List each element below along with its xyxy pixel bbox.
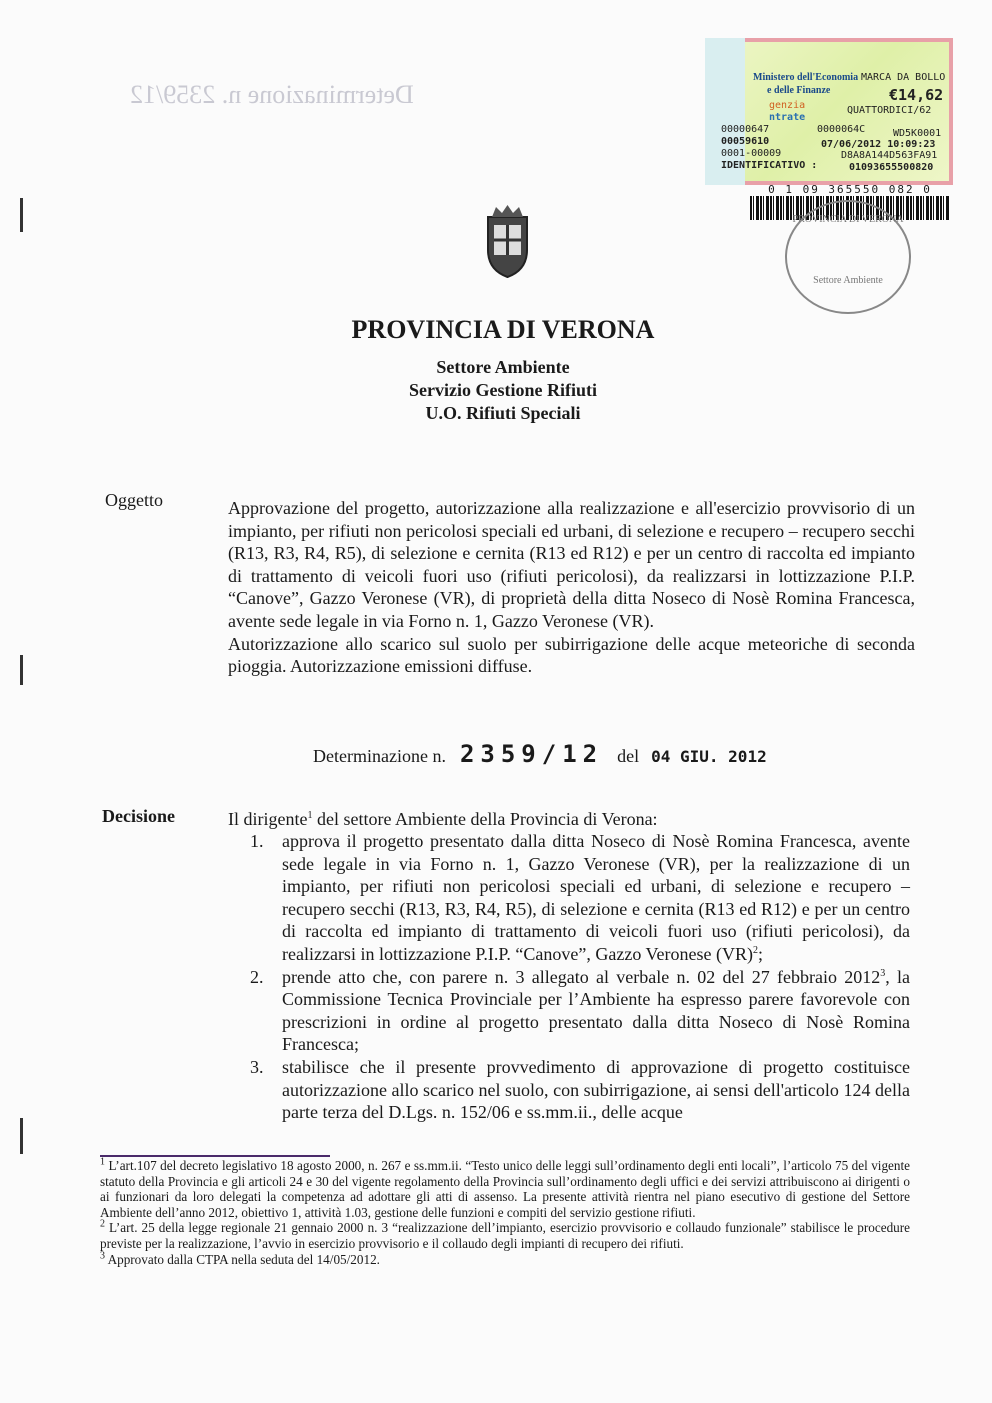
stamp-identifier-label: IDENTIFICATIVO : [721, 160, 818, 171]
stamp-amount: €14,62 [889, 86, 944, 104]
header-servizio: Servizio Gestione Rifiuti [409, 380, 597, 400]
item-number: 3. [250, 1056, 264, 1077]
stamp-amount-words: QUATTORDICI/62 [847, 105, 932, 116]
footnote [100, 1252, 910, 1268]
page-title: PROVINCIA DI VERONA [351, 315, 655, 344]
margin-mark [20, 1118, 23, 1154]
determinazione-del: del [617, 746, 640, 766]
footnote [100, 1220, 910, 1251]
margin-mark [20, 655, 23, 685]
official-seal [785, 200, 911, 314]
stamp-type: MARCA DA BOLLO [861, 72, 946, 83]
stamp-code: WD5K0001 [893, 128, 942, 139]
seal-text: PROVINCIA DI VERONA [792, 214, 904, 225]
stamp-datetime: 07/06/2012 10:09:23 [821, 139, 936, 150]
item-text: stabilisce che il presente provvedimento di approvazione di progetto costituisce autorizzazione allo scarico nel suolo, con subirrigazione, ai sensi dell'articolo 124 della parte terza del D.Lgs. n. 152/06 e ss.mm.ii., delle acque [282, 1056, 910, 1123]
stamp-agency2: ntrate [769, 112, 806, 123]
item-text-after: ; [758, 943, 764, 964]
stamp-agency: genzia [769, 100, 806, 111]
stamp-code: 0001-00009 [721, 148, 782, 159]
oggetto-paragraph-1: Approvazione del progetto, autorizzazione alla realizzazione e all'esercizio provvisorio di un impianto, per rifiuti non pericolosi speciali ed urbani, di selezione e recupero – recupero secchi (R13, R3, R4, R5), di selezione e cernita (R13 ed R12) e per un centro di raccolta ed impianto di trattamento di veicoli fuori uso (rifiuti pericolosi), da realizzarsi in lottizzazione P.I.P. “Canove”, Gazzo Veronese (VR), di proprietà della ditta Noseco di Nosè Romina Francesca, avente sede legale in via Forno n. 1, Gazzo Veronese (VR). [228, 498, 915, 631]
revenue-stamp [705, 38, 953, 185]
stamp-identifier: 01093655500820 [849, 162, 934, 173]
oggetto-paragraph-2: Autorizzazione allo scarico sul suolo per subirrigazione delle acque meteoriche di seconda pioggia. Autorizzazione emissioni diffuse. [228, 633, 915, 677]
list-item [250, 966, 910, 1056]
stamp-code: D8A8A144D563FA91 [841, 150, 938, 161]
barcode-number: 0 1 09 365550 082 0 [768, 183, 932, 196]
determinazione-number: 2359/12 [459, 740, 604, 768]
footnote-ref: 3 [880, 967, 886, 979]
footnote-number: 2 [100, 1218, 105, 1230]
intro-text: Il dirigente [228, 809, 308, 829]
footnote-ref: 2 [753, 944, 758, 956]
stamp-code: 0000064C [817, 124, 866, 135]
list-item [250, 1056, 910, 1124]
oggetto-text [228, 497, 915, 678]
stamp-code: 00000647 [721, 124, 770, 135]
decisione-intro [228, 808, 658, 831]
item-number: 2. [250, 966, 264, 987]
oggetto-label: Oggetto [105, 490, 163, 510]
determinazione-label: Determinazione n. [313, 746, 446, 766]
bleed-through-text: Determinazione n. 2359/12 [130, 80, 414, 109]
stamp-ministry: Ministero dell'Economia [753, 72, 859, 83]
margin-mark [20, 198, 23, 232]
footnote-divider [100, 1155, 330, 1157]
footnotes [100, 1158, 910, 1267]
footnote-ref: 1 [307, 810, 313, 821]
province-crest-icon [480, 205, 535, 280]
item-text-after: , la Commissione Tecnica Provinciale per l’Ambiente ha espresso parere favorevole con prescrizioni in ordine al progetto presentato dalla ditta Noseco di Nosè Romina Francesca; [282, 966, 910, 1055]
determinazione-date: 04 GIU. 2012 [651, 747, 767, 766]
item-text: approva il progetto presentato dalla ditta Noseco di Nosè Romina Francesca, avente sede legale in via Forno n. 1, Gazzo Veronese (VR), per la realizzazione di un impianto, per rifiuti non pericolosi speciali ed urbani, di selezione e recupero – recupero secchi (R13, R3, R4, R5), di selezione e cernita (R13 ed R12) e per un centro di raccolta ed impianto di trattamento di veicoli fuori uso (rifiuti pericolosi), da realizzarsi in lottizzazione P.I.P. “Canove”, Gazzo Veronese (VR) [282, 831, 910, 964]
footnote-text: L’art.107 del decreto legislativo 18 agosto 2000, n. 267 e ss.mm.ii. “Testo unico delle leggi sull’ordinamento degli enti locali”, l’articolo 75 del vigente statuto della Provincia e gli articoli 24 e 30 del vigente regolamento della Provincia sull’ordinamento degli uffici e dei servizi attribuiscono ai dirigenti o ai funzionari da loro delegati la competenza ad adottare gli atti di assenso. La presente attività rientra nel piano esecutivo di gestione del Settore Ambiente dell’anno 2012, obiettivo 1, attività 1.03, gestione delle funzioni e compiti del servizio gestione rifiuti. [100, 1158, 911, 1220]
footnote-text: L’art. 25 della legge regionale 21 gennaio 2000 n. 3 “realizzazione dell’impianto, esercizio provvisorio e collaudo funzionale” stabilisce le procedure previste per la realizzazione, l’avvio in esercizio provvisorio e il collaudo degli impianti di recupero dei rifiuti. [100, 1220, 911, 1251]
decision-list [250, 830, 910, 1124]
footnote-text: Approvato dalla CTPA nella seduta del 14/05/2012. [107, 1251, 380, 1267]
header-uo: U.O. Rifiuti Speciali [425, 403, 581, 423]
footnote [100, 1158, 910, 1220]
stamp-code: 00059610 [721, 136, 770, 147]
list-item [250, 830, 910, 966]
footnote-number: 3 [100, 1250, 105, 1262]
decisione-label: Decisione [102, 806, 175, 826]
stamp-ministry2: e delle Finanze [767, 85, 831, 96]
item-text: prende atto che, con parere n. 3 allegato al verbale n. 02 del 27 febbraio 2012 [282, 966, 881, 987]
header-settore: Settore Ambiente [436, 357, 570, 377]
determinazione-line [313, 740, 767, 768]
intro-text-2: del settore Ambiente della Provincia di Verona: [312, 809, 658, 829]
item-number: 1. [250, 831, 264, 851]
footnote-number: 1 [100, 1156, 105, 1168]
seal-text2: Settore Ambiente [813, 275, 883, 286]
